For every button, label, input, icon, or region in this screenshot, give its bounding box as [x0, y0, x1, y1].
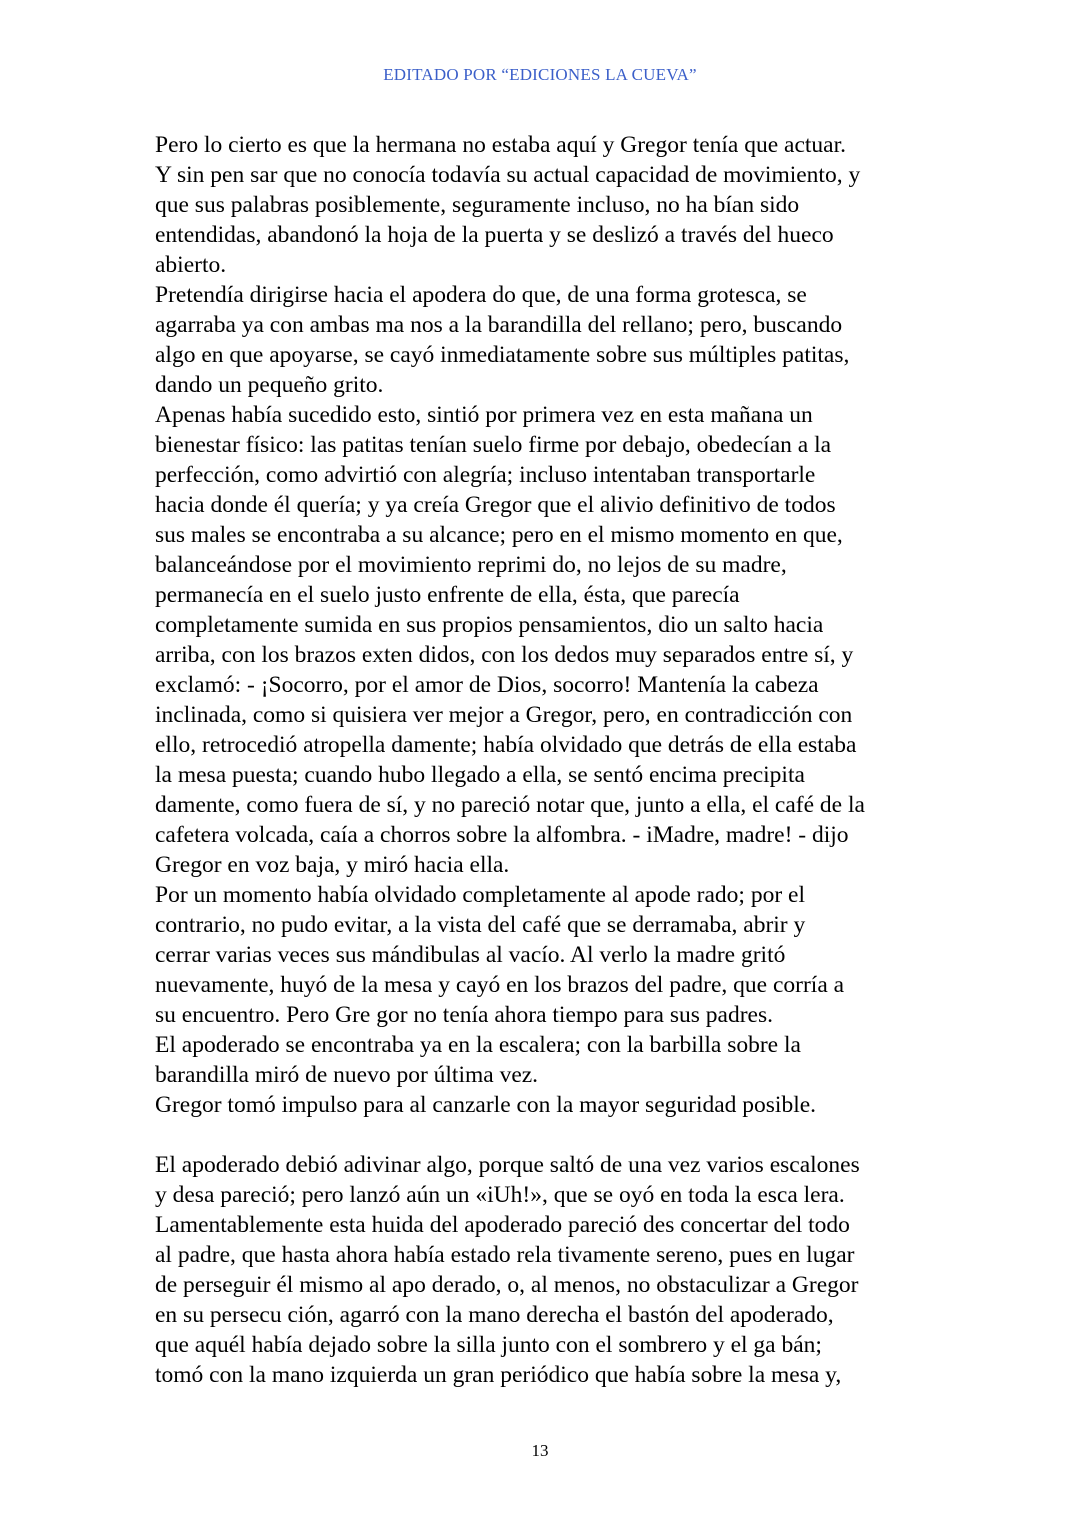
- text-line: sus males se encontraba a su alcance; pero en el mismo momento en que,: [155, 522, 843, 548]
- text-line: agarraba ya con ambas ma nos a la barandilla del rellano; pero, buscando: [155, 312, 843, 338]
- text-line: barandilla miró de nuevo por última vez.: [155, 1062, 539, 1088]
- text-line: Y sin pen sar que no conocía todavía su actual capacidad de movimiento, y: [155, 162, 861, 188]
- text-line: contrario, no pudo evitar, a la vista del café que se derramaba, abrir y: [155, 912, 806, 938]
- text-line: balanceándose por el movimiento reprimi do, no lejos de su madre,: [155, 552, 787, 578]
- text-line: cafetera volcada, caía a chorros sobre la alfombra. - iMadre, madre! - dijo: [155, 822, 849, 848]
- page-number: 13: [531, 1441, 549, 1460]
- text-line: inclinada, como si quisiera ver mejor a Gregor, pero, en contradicción con: [155, 702, 853, 728]
- text-line: hacia donde él quería; y ya creía Gregor que el alivio definitivo de todos: [155, 492, 836, 518]
- paragraph-gap: [155, 1120, 945, 1150]
- text-line: al padre, que hasta ahora había estado rela tivamente sereno, pues en lugar: [155, 1242, 855, 1268]
- text-line: que sus palabras posiblemente, seguramente incluso, no ha bían sido: [155, 192, 800, 218]
- text-line: en su persecu ción, agarró con la mano derecha el bastón del apoderado,: [155, 1302, 834, 1328]
- text-line: bienestar físico: las patitas tenían suelo firme por debajo, obedecían a la: [155, 432, 832, 458]
- text-line: Pretendía dirigirse hacia el apodera do que, de una forma grotesca, se: [155, 282, 807, 308]
- text-line: completamente sumida en sus propios pensamientos, dio un salto hacia: [155, 612, 824, 638]
- body-text: [155, 130, 945, 1390]
- text-line: su encuentro. Pero Gre gor no tenía ahora tiempo para sus padres.: [155, 1002, 773, 1028]
- text-line: la mesa puesta; cuando hubo llegado a ella, se sentó encima precipita: [155, 762, 805, 788]
- text-line: ello, retrocedió atropella damente; había olvidado que detrás de ella estaba: [155, 732, 857, 758]
- running-header: EDITADO POR “EDICIONES LA CUEVA”: [383, 65, 697, 84]
- text-line: Gregor en voz baja, y miró hacia ella.: [155, 852, 510, 878]
- text-line: entendidas, abandonó la hoja de la puerta y se deslizó a través del hueco: [155, 222, 834, 248]
- text-line: Gregor tomó impulso para al canzarle con la mayor seguridad posible.: [155, 1092, 817, 1118]
- text-line: Por un momento había olvidado completamente al apode rado; por el: [155, 882, 805, 908]
- text-line: dando un pequeño grito.: [155, 372, 384, 398]
- text-line: arriba, con los brazos exten didos, con los dedos muy separados entre sí, y: [155, 642, 854, 668]
- text-line: El apoderado se encontraba ya en la escalera; con la barbilla sobre la: [155, 1032, 801, 1058]
- text-line: damente, como fuera de sí, y no pareció notar que, junto a ella, el café de la: [155, 792, 865, 818]
- text-line: abierto.: [155, 252, 227, 278]
- text-line: y desa pareció; pero lanzó aún un «iUh!», que se oyó en toda la esca lera.: [155, 1182, 845, 1208]
- text-line: El apoderado debió adivinar algo, porque saltó de una vez varios escalones: [155, 1152, 860, 1178]
- text-line: algo en que apoyarse, se cayó inmediatamente sobre sus múltiples patitas,: [155, 342, 850, 368]
- text-line: tomó con la mano izquierda un gran periódico que había sobre la mesa y,: [155, 1362, 842, 1388]
- text-line: permanecía en el suelo justo enfrente de ella, ésta, que parecía: [155, 582, 740, 608]
- text-line: de perseguir él mismo al apo derado, o, al menos, no obstaculizar a Gregor: [155, 1272, 859, 1298]
- text-line: perfección, como advirtió con alegría; incluso intentaban transportarle: [155, 462, 816, 488]
- text-line: exclamó: - ¡Socorro, por el amor de Dios, socorro! Mantenía la cabeza: [155, 672, 819, 698]
- text-line: que aquél había dejado sobre la silla junto con el sombrero y el ga bán;: [155, 1332, 822, 1358]
- text-line: Lamentablemente esta huida del apoderado pareció des concertar del todo: [155, 1212, 850, 1238]
- text-line: cerrar varias veces sus mándibulas al vacío. Al verlo la madre gritó: [155, 942, 786, 968]
- text-line: Pero lo cierto es que la hermana no estaba aquí y Gregor tenía que actuar.: [155, 132, 847, 158]
- text-line: Apenas había sucedido esto, sintió por primera vez en esta mañana un: [155, 402, 813, 428]
- text-line: nuevamente, huyó de la mesa y cayó en los brazos del padre, que corría a: [155, 972, 845, 998]
